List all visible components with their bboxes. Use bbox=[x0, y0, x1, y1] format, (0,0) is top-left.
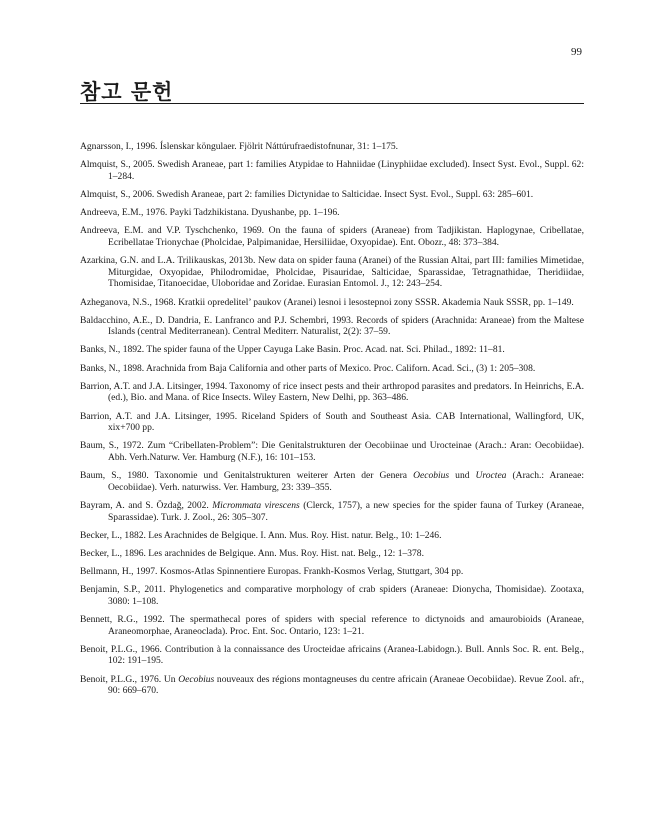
reference-text: Andreeva, E.M., 1976. Payki Tadzhikistana. Dyushanbe, pp. 1–196. bbox=[80, 207, 340, 219]
reference-text: Banks, N., 1892. The spider fauna of the Upper Cayuga Lake Basin. Proc. Acad. nat. Sci. Philad., 1892: 11–81. bbox=[80, 344, 505, 356]
reference-entry bbox=[80, 207, 584, 219]
reference-text: Benoit, P.L.G., 1966. Contribution à la connaissance des Urocteidae africains (Aranea-Labidogn.). Bull. Annls Soc. R. ent. Belg., 102: 191–195. bbox=[80, 643, 584, 667]
reference-entry bbox=[80, 614, 584, 637]
reference-text: (Arach.: Araneae: Oecobiidae). Verh. naturwiss. Ver. Hamburg, 23: 339–355. bbox=[108, 470, 584, 493]
reference-entry bbox=[80, 315, 584, 338]
reference-entry bbox=[80, 363, 584, 375]
reference-entry bbox=[80, 470, 584, 493]
reference-entry bbox=[80, 297, 584, 309]
reference-text: und bbox=[449, 470, 476, 482]
reference-entry bbox=[80, 548, 584, 560]
reference-text: Azheganova, N.S., 1968. Kratkii opredelitel’ paukov (Aranei) lesnoi i lesostepnoi zony SSSR. Akademia Nauk SSSR, pp. 1–149. bbox=[80, 296, 574, 308]
reference-text: Baum, S., 1980. Taxonomie und Genitalstrukturen weiterer Arten der Genera bbox=[80, 470, 414, 482]
reference-text: Barrion, A.T. and J.A. Litsinger, 1994. Taxonomy of rice insect pests and their arthropod parasites and predators. In Heinrichs, E.A. (ed.), Bio. and Mana. of Rice Insects. Wiley Eastern, New Delhi, pp. 363–486. bbox=[80, 380, 584, 404]
reference-text: Andreeva, E.M. and V.P. Tyschchenko, 1969. On the fauna of spiders (Araneae) from Tadjikistan. Haplogynae, Cribellatae, Ecribellatae Trionychae (Pholcidae, Palpimanidae, Hersiliidae, Oxyopidae). Ent. Obozr., 48: 373–384. bbox=[80, 225, 584, 248]
reference-text: Agnarsson, I., 1996. Íslenskar köngulaer. Fjölrit Náttúrufraedistofnunar, 31: 1–175. bbox=[80, 141, 399, 152]
reference-entry bbox=[80, 500, 584, 523]
reference-entry bbox=[80, 225, 584, 248]
reference-text: Barrion, A.T. and J.A. Litsinger, 1995. Riceland Spiders of South and Southeast Asia. CAB International, Wallingford, UK, xix+700 pp. bbox=[80, 410, 584, 434]
reference-italic-text: Oecobius bbox=[413, 470, 450, 482]
reference-text: Benjamin, S.P., 2011. Phylogenetics and comparative morphology of crab spiders (Araneae: Dionycha, Thomisidae). Zootaxa, 3080: 1–108. bbox=[80, 584, 584, 607]
reference-text: Almquist, S., 2005. Swedish Araneae, part 1: families Atypidae to Hahniidae (Linyphiidae excluded). Insect Syst. Evol., Suppl. 62: 1–284. bbox=[80, 159, 584, 182]
reference-entry bbox=[80, 530, 584, 542]
reference-text: Banks, N., 1898. Arachnida from Baja California and other parts of Mexico. Proc. Californ. Acad. Sci., (3) 1: 205–308. bbox=[80, 362, 536, 374]
section-title: 참고 문헌 bbox=[80, 80, 174, 104]
reference-entry bbox=[80, 584, 584, 607]
reference-italic-text: Micrommata virescens bbox=[212, 499, 300, 511]
reference-text: Baum, S., 1972. Zum “Cribellaten-Problem”: Die Genitalstrukturen der Oecobiinae und Urocteinae (Arach.: Aran: Oecobiidae). Abh. Verh.Naturw. Ver. Hamburg (N.F.), 16: 101–153. bbox=[80, 440, 584, 463]
reference-entry bbox=[80, 381, 584, 404]
reference-italic-text: Oecobius bbox=[178, 673, 215, 685]
reference-text: (Clerck, 1757), a new species for the spider fauna of Turkey (Araneae, Sparassidae). Turk. J. Zool., 26: 305–307. bbox=[108, 499, 584, 523]
reference-entry bbox=[80, 344, 584, 356]
reference-entry bbox=[80, 440, 584, 463]
reference-text: Baldacchino, A.E., D. Dandria, E. Lanfranco and P.J. Schembri, 1993. Records of spiders (Arachnida: Araneae) from the Maltese Islands (central Mediterranean). Central Mediterr. Naturalist, 2(2): 37–59. bbox=[80, 314, 584, 338]
reference-entry bbox=[80, 566, 584, 578]
reference-text: Benoit, P.L.G., 1976. Un bbox=[80, 673, 179, 685]
reference-text: Almquist, S., 2006. Swedish Araneae, part 2: families Dictynidae to Salticidae. Insect Syst. Evol., Suppl. 63: 285–601. bbox=[80, 188, 534, 200]
reference-entry bbox=[80, 411, 584, 434]
reference-entry bbox=[80, 189, 584, 201]
reference-text: Becker, L., 1882. Les Arachnides de Belgique. I. Ann. Mus. Roy. Hist. natur. Belg., 10: 1–246. bbox=[80, 529, 442, 541]
reference-list bbox=[80, 141, 584, 703]
reference-text: Becker, L., 1896. Les arachnides de Belgique. Ann. Mus. Roy. Hist. nat. Belg., 12: 1–378. bbox=[80, 547, 424, 559]
reference-text: Bennett, R.G., 1992. The spermathecal pores of spiders with special reference to dictynoids and amaurobioids (Araneae, Araneomorphae, Araneoclada). Proc. Ent. Soc. Ontario, 123: 1–21. bbox=[80, 614, 584, 637]
page-number: 99 bbox=[571, 46, 582, 58]
reference-italic-text: Uroctea bbox=[475, 470, 507, 482]
reference-entry bbox=[80, 159, 584, 182]
reference-entry bbox=[80, 644, 584, 667]
reference-text: Azarkina, G.N. and L.A. Trilikauskas, 2013b. New data on spider fauna (Aranei) of the Russian Altai, part III: families Mimetidae, Miturgidae, Oxyopidae, Philodromidae, Pholcidae, Pisauridae, Salticidae, Sparassidae, Tetragnathidae, Theridiidae, Thomisidae, Titanoecidae, Uloboridae and Zoridae. Eurasian Entomol. J., 12: 243–254. bbox=[80, 255, 584, 290]
reference-entry bbox=[80, 674, 584, 697]
reference-text: Bellmann, H., 1997. Kosmos-Atlas Spinnentiere Europas. Frankh-Kosmos Verlag, Stuttgart, 304 pp. bbox=[80, 566, 464, 578]
reference-text: Bayram, A. and S. Özdağ, 2002. bbox=[80, 499, 213, 511]
reference-entry bbox=[80, 255, 584, 290]
reference-text: nouveaux des régions montagneuses du centre africain (Araneae Oecobiidae). Revue Zool. afr., 90: 669–670. bbox=[108, 673, 584, 697]
reference-entry bbox=[80, 141, 584, 153]
title-rule bbox=[80, 103, 584, 104]
